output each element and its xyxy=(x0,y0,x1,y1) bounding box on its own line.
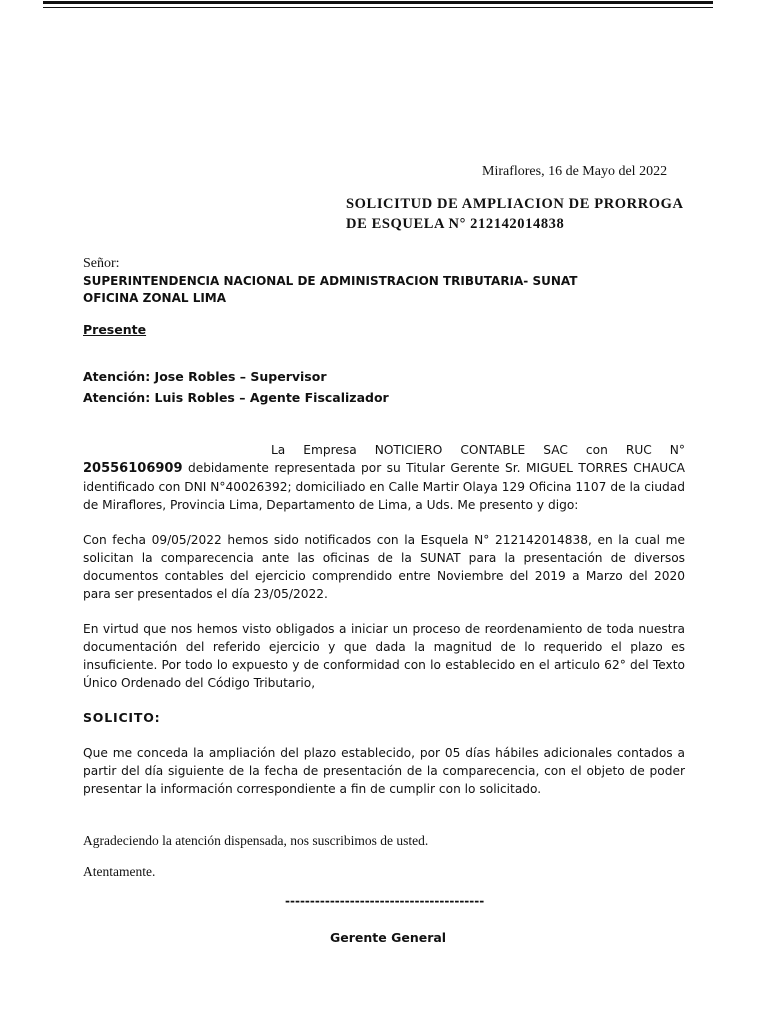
ruc-number: 20556106909 xyxy=(83,461,183,476)
salutation: Señor: xyxy=(83,256,120,271)
attention-line-2: Atención: Luis Robles – Agente Fiscalizador xyxy=(83,390,389,405)
sign-off: Atentamente. xyxy=(83,864,156,879)
intro-rest: debidamente representada por su Titular Gerente Sr. MIGUEL TORRES CHAUCA identificado con DNI N°40026392; domiciliado en Calle Martir Olaya 129 Oficina 1107 de la ciudad de Miraflores, Provincia Lima, Departamento de Lima, a Uds. Me presento y digo: xyxy=(83,461,686,512)
attention-line-1: Atención: Jose Robles – Supervisor xyxy=(83,369,327,384)
solicito-heading: SOLICITO: xyxy=(83,710,161,725)
paragraph-introduction xyxy=(83,441,685,514)
top-border-thick xyxy=(43,1,713,4)
document-title-line1: SOLICITUD DE AMPLIACION DE PRORROGA xyxy=(346,196,684,212)
paragraph-notification: Con fecha 09/05/2022 hemos sido notificados con la Esquela N° 212142014838, en la cual me solicitan la comparecencia ante las oficinas de la SUNAT para la presentación de diversos documentos contables del ejercicio comprendido entre Noviembre del 2019 a Marzo del 2020 para ser presentados el día 23/05/2022. xyxy=(83,533,685,601)
closing-thanks: Agradeciendo la atención dispensada, nos suscribimos de usted. xyxy=(83,833,429,848)
intro-lead: La Empresa NOTICIERO CONTABLE SAC con RUC N° xyxy=(271,443,685,457)
signature-line: ---------------------------------------- xyxy=(285,894,485,908)
recipient-organization: SUPERINTENDENCIA NACIONAL DE ADMINISTRACION TRIBUTARIA- SUNAT xyxy=(83,274,578,288)
paragraph-justification: En virtud que nos hemos visto obligados a iniciar un proceso de reordenamiento de toda nuestra documentación del referido ejercicio y que dada la magnitud de lo requerido el plazo es insuficiente. Por todo lo expuesto y de conformidad con lo establecido en el articulo 62° del Texto Único Ordenado del Código Tributario, xyxy=(83,622,685,690)
document-title-line2: DE ESQUELA N° 212142014838 xyxy=(346,216,565,232)
paragraph-request: Que me conceda la ampliación del plazo establecido, por 05 días hábiles adicionales contados a partir del día siguiente de la fecha de presentación de la comparecencia, con el objeto de poder presentar la información correspondiente a fin de cumplir con lo solicitado. xyxy=(83,746,685,796)
presente-label: Presente xyxy=(83,322,147,337)
signer-title: Gerente General xyxy=(330,930,447,945)
top-border-thin xyxy=(43,7,713,8)
recipient-office: OFICINA ZONAL LIMA xyxy=(83,291,227,305)
date-line: Miraflores, 16 de Mayo del 2022 xyxy=(482,164,668,179)
